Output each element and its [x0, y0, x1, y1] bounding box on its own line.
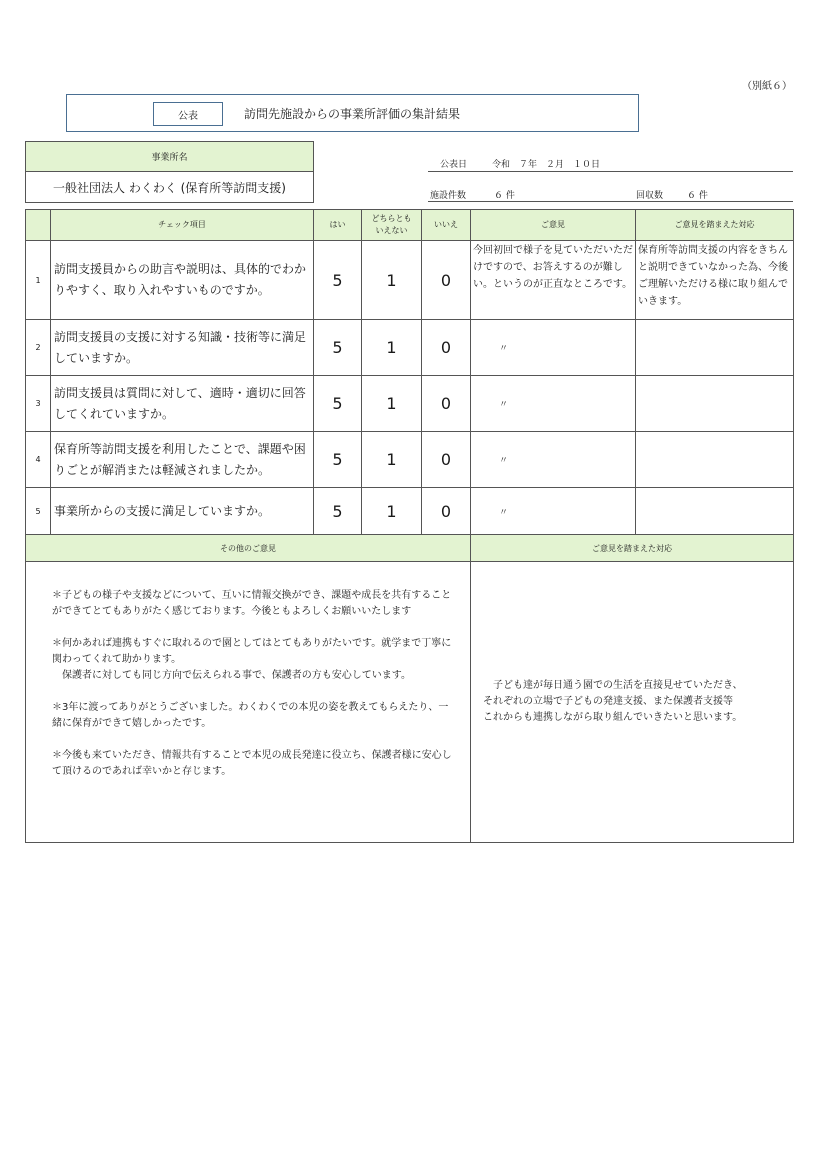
responses-value: ６ 件 [687, 191, 708, 201]
yes-count: 5 [314, 488, 362, 535]
public-badge: 公表 [153, 102, 223, 126]
response-empty [636, 376, 794, 432]
opinion-text: 今回初回で様子を見ていただいただけですので、お答えするのが難しい。というのが正直なところです。 [471, 241, 636, 320]
neither-count: 1 [362, 320, 422, 376]
table-header-row [26, 210, 794, 241]
response-empty [636, 432, 794, 488]
table-row [26, 488, 794, 535]
other-opinion-3: 保護者に対しても同じ方向で伝えられる事で、保護者の方も安心しています。 [52, 670, 411, 681]
other-opinion-2: ＊何かあれば連携もすぐに取れるので園としてはとてもありがたいです。就学まで丁寧に関わってくれて助かります。 [52, 638, 452, 665]
facilities-label: 施設件数 [430, 191, 467, 201]
opinion-ditto-mark: 〃 [471, 376, 636, 432]
header-opinion: ご意見 [471, 210, 636, 241]
evaluation-table [25, 209, 794, 843]
office-name: 一般社団法人 わくわく (保育所等訪問支援) [53, 180, 286, 195]
yes-count: 5 [314, 376, 362, 432]
table-row [26, 241, 794, 320]
table-row [26, 376, 794, 432]
facilities-value: ６ 件 [494, 191, 515, 201]
opinion-ditto-mark: 〃 [471, 432, 636, 488]
header-number-cell [26, 210, 51, 241]
question-text: 訪問支援員は質問に対して、適時・適切に回答してくれていますか。 [51, 376, 314, 432]
header-neither [362, 210, 422, 241]
office-header: 事業所名 [26, 142, 313, 172]
header-yes: はい [314, 210, 362, 241]
question-text: 事業所からの支援に満足していますか。 [51, 488, 314, 535]
no-count: 0 [422, 241, 471, 320]
publish-date-value: 令和 ７年 ２月 １０日 [492, 160, 601, 170]
yes-count: 5 [314, 320, 362, 376]
table-row [26, 432, 794, 488]
opinion-ditto-mark: 〃 [471, 488, 636, 535]
header-response: ご意見を踏まえた対応 [636, 210, 794, 241]
row-number: 5 [26, 488, 51, 535]
row-number: 4 [26, 432, 51, 488]
comments-header-row [26, 535, 794, 562]
office-box [25, 141, 314, 203]
yes-count: 5 [314, 432, 362, 488]
row-number: 2 [26, 320, 51, 376]
document-title: 訪問先施設からの事業所評価の集計結果 [244, 107, 461, 121]
other-opinion-4: ＊3年に渡ってありがとうございました。わくわくでの本児の姿を教えてもらえたり、一緒に保育ができて嬉しかったです。 [52, 702, 449, 729]
question-text: 保育所等訪問支援を利用したことで、課題や困りごとが解消または軽減されましたか。 [51, 432, 314, 488]
comments-response-line-1: 子ども達が毎日通う園での生活を直接見せていただき、 [483, 680, 743, 691]
header-no: いいえ [422, 210, 471, 241]
yes-count: 5 [314, 241, 362, 320]
no-count: 0 [422, 320, 471, 376]
publish-date-underline [428, 171, 793, 172]
row-number: 1 [26, 241, 51, 320]
comments-response-line-2: それぞれの立場で子どもの発達支援、また保護者支援等 [483, 696, 733, 707]
other-opinions-header: その他のご意見 [26, 535, 471, 562]
response-text: 保育所等訪問支援の内容をきちんと説明できていなかった為、今後ご理解いただける様に取り組んでいきます。 [636, 241, 794, 320]
table-row [26, 320, 794, 376]
no-count: 0 [422, 488, 471, 535]
neither-count: 1 [362, 488, 422, 535]
comments-row [26, 562, 794, 843]
response-empty [636, 488, 794, 535]
question-text: 訪問支援員からの助言や説明は、具体的でわかりやすく、取り入れやすいものですか。 [51, 241, 314, 320]
other-opinion-5: ＊今後も来ていただき、情報共有することで本児の成長発達に役立ち、保護者様に安心して頂けるのであれば幸いかと存じます。 [52, 750, 452, 777]
publish-date-label: 公表日 [440, 160, 468, 170]
other-opinions-cell [26, 562, 471, 843]
row-number: 3 [26, 376, 51, 432]
comments-response-line-3: これからも連携しながら取り組んでいきたいと思います。 [483, 712, 743, 723]
response-empty [636, 320, 794, 376]
question-text: 訪問支援員の支援に対する知識・技術等に満足していますか。 [51, 320, 314, 376]
header-check-item: チェック項目 [51, 210, 314, 241]
neither-count: 1 [362, 376, 422, 432]
counts-underline [428, 201, 793, 202]
neither-count: 1 [362, 241, 422, 320]
no-count: 0 [422, 376, 471, 432]
no-count: 0 [422, 432, 471, 488]
comments-response-header: ご意見を踏まえた対応 [471, 535, 794, 562]
other-opinion-1: ＊子どもの様子や支援などについて、互いに情報交換ができ、課題や成長を共有することができてとてもありがたく感じております。今後ともよろしくお願いいたします [52, 590, 452, 617]
header-neither-line1: どちらとも [371, 214, 412, 223]
opinion-ditto-mark: 〃 [471, 320, 636, 376]
header-neither-line2: いえない [375, 226, 408, 235]
annex-label: （別紙６） [742, 81, 792, 92]
neither-count: 1 [362, 432, 422, 488]
responses-label: 回収数 [636, 191, 664, 201]
comments-response-cell [471, 562, 794, 843]
